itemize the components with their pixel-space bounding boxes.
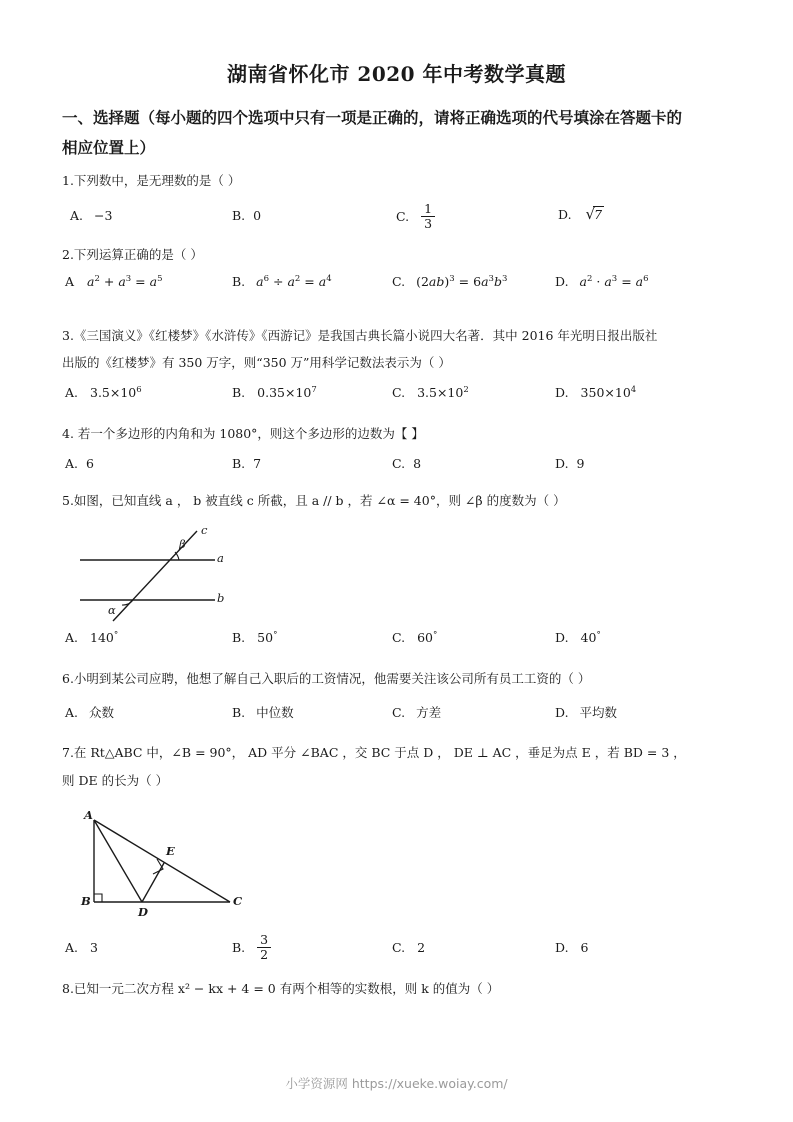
parallel-lines-figure <box>75 525 255 625</box>
question-1-option-c[interactable] <box>396 203 435 232</box>
option-value: $3.5\times 10^6$ <box>90 384 142 400</box>
option-label: C. <box>392 940 406 955</box>
option-label: B. <box>232 705 246 720</box>
question-5-stem: 5.如图，已知直线 a ， b 被直线 c 所截，且 a // b ，若 ∠α = 40°，则 ∠β 的度数为（ ） <box>62 493 566 508</box>
question-7-stem-line-1: 7.在 Rt△ABC 中，∠B = 90°， AD 平分 ∠BAC ，交 BC 于点 D ， DE ⊥ AC ，垂足为点 E ，若 BD = 3 ， <box>62 745 686 760</box>
option-value: $a^2 \cdot a^3 = a^6$ <box>579 273 649 289</box>
option-label: B. <box>232 630 246 645</box>
option-value: $3.5\times 10^2$ <box>417 384 469 400</box>
option-value: 方差 <box>416 705 442 720</box>
option-label: D. <box>555 385 569 400</box>
question-7-option-d[interactable] <box>555 940 589 955</box>
option-label: D. <box>555 456 569 471</box>
option-value: 3 <box>90 940 98 955</box>
section-heading-line-2: 相应位置上） <box>62 138 156 157</box>
option-label: D. <box>555 705 569 720</box>
option-label: B. <box>232 940 246 955</box>
figure-vertex-d: D <box>138 905 148 919</box>
option-label: D. <box>555 940 569 955</box>
option-value: 众数 <box>89 705 115 720</box>
figure-vertex-b: B <box>81 894 91 908</box>
option-value: 9 <box>576 456 585 471</box>
question-1-option-d[interactable] <box>558 205 604 223</box>
question-4-stem: 4. 若一个多边形的内角和为 1080°，则这个多边形的边数为【 】 <box>62 426 424 441</box>
option-label: A. <box>65 630 79 645</box>
option-value: 平均数 <box>579 705 618 720</box>
option-label: C. <box>396 209 410 224</box>
question-4-option-c[interactable] <box>392 456 421 471</box>
option-value: 6 <box>580 940 589 955</box>
right-triangle-figure <box>80 810 270 925</box>
figure-label-alpha: α <box>108 603 116 617</box>
option-value: $a^2 + a^3 = a^5$ <box>87 273 163 289</box>
question-3-option-d[interactable] <box>555 385 636 400</box>
fraction-one-third: $\frac{1}{3}$ <box>421 202 435 231</box>
option-label: A. <box>65 456 79 471</box>
option-value: 2 <box>417 940 426 955</box>
option-value: 60° <box>417 629 438 645</box>
fraction-three-halves: $\frac{3}{2}$ <box>257 933 271 962</box>
option-label: A. <box>65 705 79 720</box>
option-value: 8 <box>413 456 422 471</box>
option-label: A. <box>65 940 79 955</box>
option-label: D. <box>555 274 569 289</box>
option-value: 7 <box>253 456 262 471</box>
question-7-option-a[interactable] <box>65 940 98 955</box>
option-value: $350\times 10^4$ <box>580 384 637 400</box>
page-title: 湖南省怀化市 2020 年中考数学真题 <box>226 62 567 86</box>
question-1-option-b[interactable] <box>232 208 261 223</box>
watermark: 小学资源网 https://xueke.woiay.com/ <box>285 1076 508 1091</box>
question-6-stem: 6.小明到某公司应聘，他想了解自己入职后的工资情况，他需要关注该公司所有员工工资的（ ） <box>62 671 591 686</box>
question-5-option-c[interactable] <box>392 630 437 645</box>
option-label: D. <box>558 207 572 222</box>
option-value: 中位数 <box>256 705 294 720</box>
question-1-option-a[interactable] <box>70 208 112 223</box>
figure-vertex-a: A <box>84 808 93 822</box>
option-value: −3 <box>94 208 113 223</box>
question-1-stem: 1.下列数中，是无理数的是（ ） <box>62 173 241 188</box>
question-6-option-c[interactable] <box>392 703 441 721</box>
option-value: $a^6 \div a^2 = a^4$ <box>256 273 332 289</box>
question-7-stem-line-2: 则 DE 的长为（ ） <box>62 773 169 788</box>
option-label: B. <box>232 274 246 289</box>
option-label: D. <box>555 630 569 645</box>
question-7-option-b[interactable] <box>232 934 271 963</box>
option-value: 140° <box>90 629 119 645</box>
question-4-option-d[interactable] <box>555 456 585 471</box>
square-root-seven: √7 <box>585 205 603 223</box>
option-label: C. <box>392 385 406 400</box>
question-4-option-b[interactable] <box>232 456 261 471</box>
option-value: $0.35\times 10^7$ <box>257 384 317 400</box>
option-label: B. <box>232 385 246 400</box>
question-2-option-b[interactable] <box>232 274 332 289</box>
option-label: C. <box>392 456 406 471</box>
option-value: 0 <box>253 208 262 223</box>
option-label: C. <box>392 274 406 289</box>
option-label: A <box>65 274 75 289</box>
question-3-stem-line-1: 3.《三国演义》《红楼梦》《水浒传》《西游记》是我国古典长篇小说四大名著．其中 2016 年光明日报出版社 <box>62 328 658 343</box>
question-4-option-a[interactable] <box>65 456 94 471</box>
question-3-option-b[interactable] <box>232 385 317 400</box>
figure-vertex-c: C <box>233 894 243 908</box>
question-7-option-c[interactable] <box>392 940 425 955</box>
figure-vertex-e: E <box>166 844 175 858</box>
question-6-option-d[interactable] <box>555 703 617 721</box>
question-2-option-a[interactable] <box>65 274 162 289</box>
question-8-stem: 8.已知一元二次方程 x² − kx + 4 = 0 有两个相等的实数根，则 k 的值为（ ） <box>62 981 500 996</box>
question-5-option-a[interactable] <box>65 630 118 645</box>
question-2-option-d[interactable] <box>555 274 649 289</box>
question-3-option-c[interactable] <box>392 385 469 400</box>
option-value: 6 <box>86 456 94 471</box>
section-heading-line-1: 一、选择题（每小题的四个选项中只有一项是正确的，请将正确选项的代号填涂在答题卡的 <box>62 108 683 127</box>
question-3-option-a[interactable] <box>65 385 142 400</box>
option-label: B. <box>232 456 246 471</box>
option-value: 40° <box>580 629 601 645</box>
question-6-option-a[interactable] <box>65 703 114 721</box>
option-label: A. <box>70 208 84 223</box>
question-2-option-c[interactable] <box>392 274 507 289</box>
option-value: $(2ab)^3 = 6a^3b^3$ <box>416 273 508 289</box>
figure-label-b: b <box>217 591 225 605</box>
figure-label-c: c <box>201 523 208 537</box>
option-label: B. <box>232 208 246 223</box>
question-5-option-b[interactable] <box>232 630 277 645</box>
option-value: 50° <box>257 629 278 645</box>
question-3-stem-line-2: 出版的《红楼梦》有 350 万字，则“350 万”用科学记数法表示为（ ） <box>62 355 451 370</box>
question-2-stem: 2.下列运算正确的是（ ） <box>62 247 203 262</box>
option-label: C. <box>392 630 406 645</box>
question-6-option-b[interactable] <box>232 703 294 721</box>
figure-label-beta: β <box>179 537 186 551</box>
question-5-option-d[interactable] <box>555 630 601 645</box>
option-label: A. <box>65 385 79 400</box>
figure-label-a: a <box>217 551 224 565</box>
option-label: C. <box>392 705 406 720</box>
